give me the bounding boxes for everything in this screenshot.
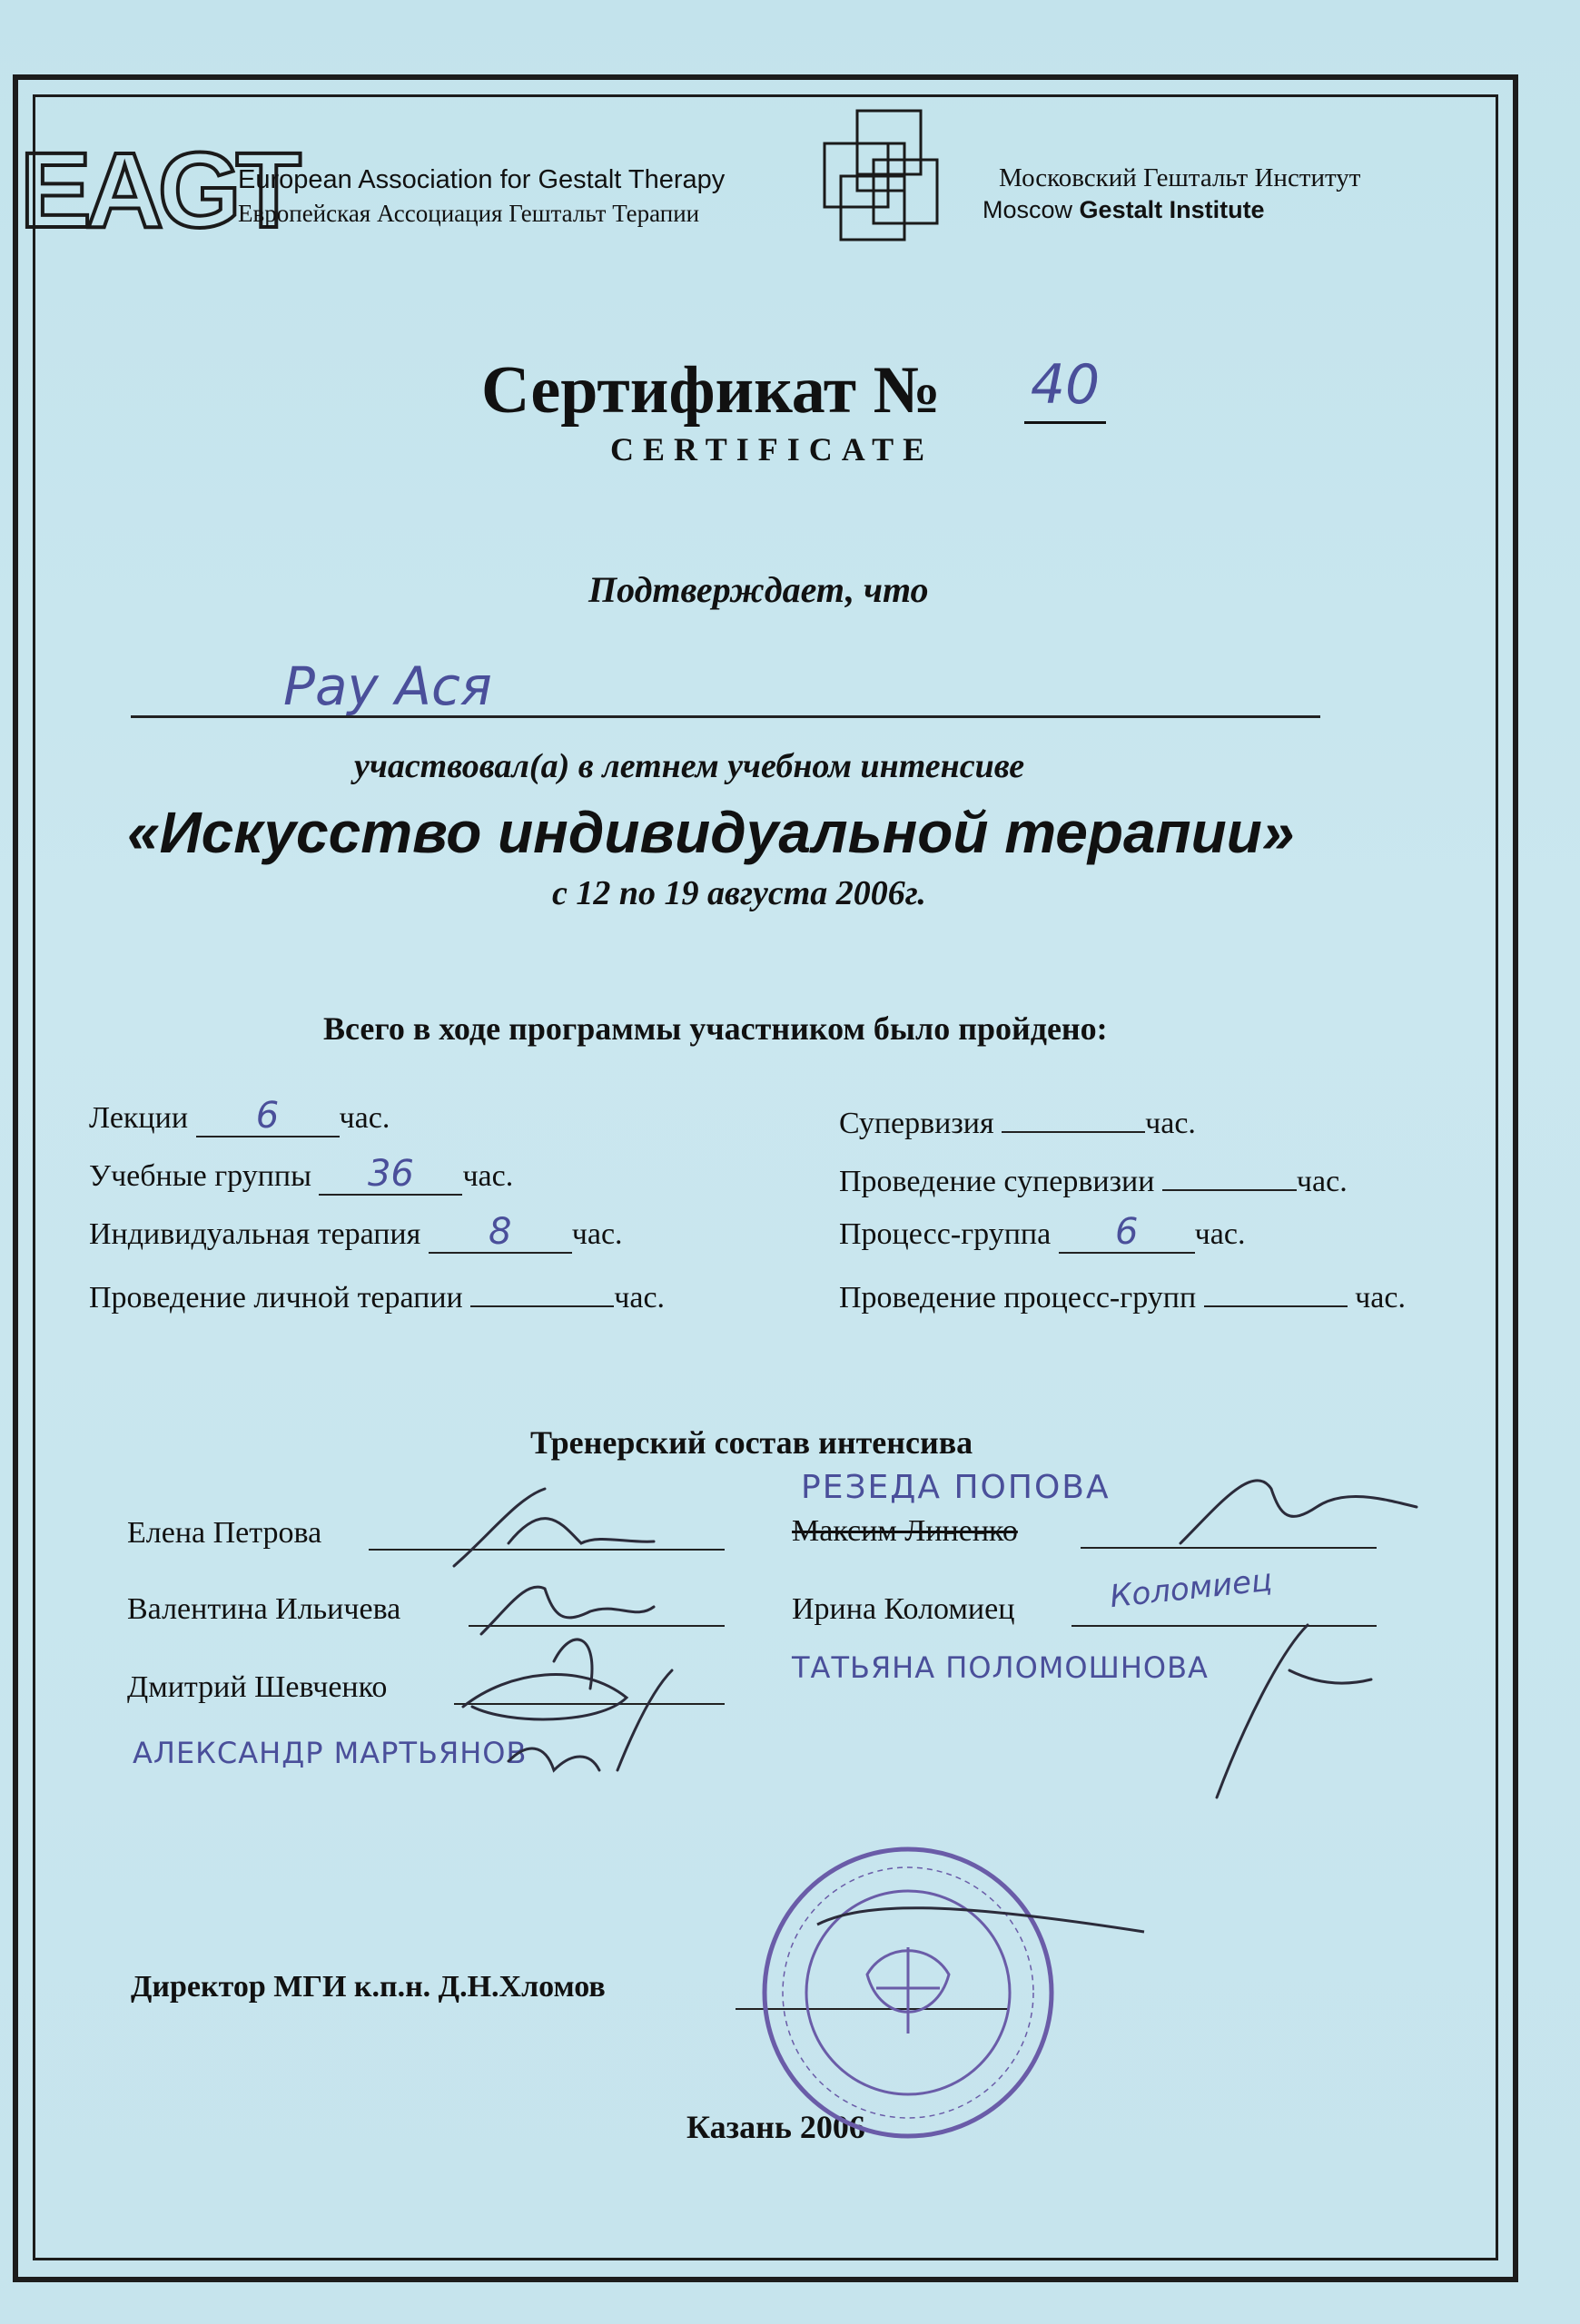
hours-label: Лекции (89, 1101, 189, 1135)
hours-value: 6 (255, 1095, 280, 1137)
handwritten-trainer: ТАТЬЯНА ПОЛОМОШНОВА (792, 1650, 1209, 1685)
hours-label: Проведение личной терапии (89, 1281, 463, 1315)
hours-unit: час. (571, 1217, 623, 1251)
mgi-name-en-bold: Gestalt Institute (1079, 196, 1265, 223)
certificate-number: 40 (1024, 349, 1106, 424)
hours-unit: час. (1296, 1165, 1348, 1198)
confirms-text: Подтверждает, что (588, 569, 929, 610)
trainer-name-crossed: Максим Линенко (792, 1514, 1018, 1548)
participant-name: Рау Ася (283, 655, 492, 717)
mgi-name-ru: Московский Гештальт Институт (999, 163, 1361, 192)
hours-label: Учебные группы (89, 1159, 311, 1193)
eagt-name-en: European Association for Gestalt Therapy (238, 165, 726, 194)
institute-stamp-icon (765, 1849, 1144, 2136)
handwritten-trainer: АЛЕКСАНДР МАРТЬЯНОВ (133, 1736, 528, 1770)
trainer-name: Елена Петрова (127, 1516, 322, 1550)
mgi-name-en-plain: Moscow (983, 196, 1073, 223)
certificate-subtitle: CERTIFICATE (610, 431, 934, 468)
trainer-name: Валентина Ильичева (127, 1592, 401, 1626)
course-dates: с 12 по 19 августа 2006г. (552, 874, 926, 912)
participated-text: участвовал(а) в летнем учебном интенсиве (354, 747, 1025, 785)
hours-unit: час. (1145, 1107, 1196, 1140)
place-year: Казань 2006 (686, 2109, 865, 2145)
total-heading: Всего в ходе программы участником было пройдено: (323, 1010, 1108, 1047)
hours-value: 36 (367, 1153, 414, 1195)
hours-unit: час. (462, 1159, 514, 1193)
handwritten-trainer: РЕЗЕДА ПОПОВА (801, 1469, 1111, 1506)
hours-label: Супервизия (839, 1107, 994, 1140)
trainers-heading: Тренерский состав интенсива (530, 1424, 973, 1461)
director-line: Директор МГИ к.п.н. Д.Н.Хломов (131, 1970, 606, 2004)
svg-text:EAGT: EAGT (20, 131, 296, 251)
signature-icon (454, 1481, 1417, 1797)
hours-label: Индивидуальная терапия (89, 1217, 421, 1251)
hours-label: Проведение супервизии (839, 1165, 1155, 1198)
trainer-name: Дмитрий Шевченко (127, 1670, 388, 1704)
handwritten-signature-kolomiets: Коломиец (1108, 1561, 1274, 1616)
hours-value: 8 (489, 1211, 512, 1253)
hours-unit: час. (1355, 1281, 1406, 1315)
hours-label: Процесс-группа (839, 1217, 1052, 1251)
hours-unit: час. (339, 1101, 390, 1135)
hours-value: 6 (1114, 1211, 1139, 1253)
hours-unit: час. (1194, 1217, 1246, 1251)
hours-unit: час. (614, 1281, 666, 1315)
hours-label: Проведение процесс-групп (839, 1281, 1197, 1315)
trainer-name: Ирина Коломиец (792, 1592, 1015, 1626)
certificate-title: Сертификат № (481, 353, 942, 428)
course-title: «Искусство индивидуальной терапии» (127, 800, 1295, 865)
eagt-name-ru: Европейская Ассоциация Гештальт Терапии (238, 200, 700, 227)
